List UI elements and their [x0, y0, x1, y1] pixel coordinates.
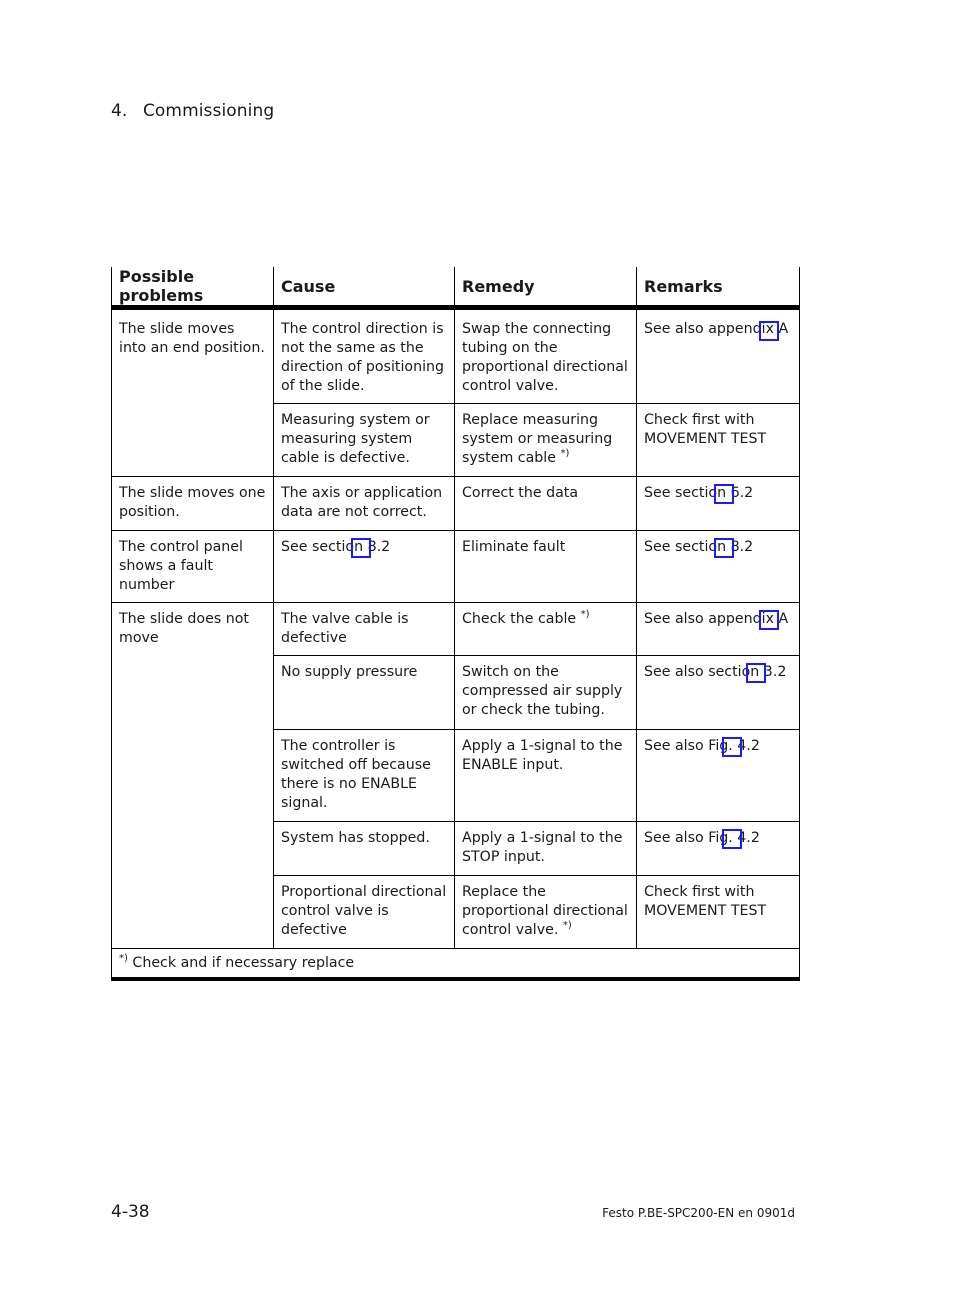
section-link[interactable] [281, 539, 390, 555]
remedy-cell [455, 404, 637, 477]
header-remarks: Remarks [637, 267, 800, 308]
remedy-text: Check the cable [462, 611, 577, 627]
remarks-text: See also Fig. 4.2 [644, 830, 760, 846]
remarks-text: See section 6.2 [644, 485, 754, 501]
link-box-icon [759, 610, 779, 630]
remedy-cell: Switch on the compressed air supply or check the tubing. [455, 656, 637, 730]
cause-cell: No supply pressure [274, 656, 455, 730]
table-row [112, 477, 800, 531]
remedy-text: Replace measuring system or measuring system cable [462, 412, 613, 466]
link-box-icon [714, 538, 734, 558]
cause-cell: The control direction is not the same as the direction of positioning of the slide. [274, 308, 455, 404]
cause-cell: The axis or application data are not correct. [274, 477, 455, 531]
cause-cell [274, 531, 455, 603]
troubleshooting-table [111, 267, 800, 981]
remedy-cell [455, 603, 637, 656]
link-box-icon [746, 663, 766, 683]
remedy-cell: Apply a 1-signal to the ENABLE input. [455, 730, 637, 822]
page-number: 4-38 [111, 1202, 150, 1222]
remedy-cell [455, 876, 637, 949]
remarks-text: See also section 3.2 [644, 664, 787, 680]
problem-cell: The slide does not move [112, 603, 274, 949]
remedy-cell: Apply a 1-signal to the STOP input. [455, 822, 637, 876]
footnote-marker: *) [580, 609, 590, 620]
section-link[interactable] [644, 539, 753, 555]
remedy-cell: Swap the connecting tubing on the proportional directional control valve. [455, 308, 637, 404]
remarks-cell [637, 531, 800, 603]
link-box-icon [714, 484, 734, 504]
section-link[interactable] [644, 664, 786, 680]
remedy-cell: Eliminate fault [455, 531, 637, 603]
problem-cell: The control panel shows a fault number [112, 531, 274, 603]
cause-text: See section 8.2 [281, 539, 391, 555]
cause-cell: The valve cable is defective [274, 603, 455, 656]
remarks-text: See also appendix A [644, 321, 789, 337]
link-box-icon [722, 737, 742, 757]
cause-cell: System has stopped. [274, 822, 455, 876]
remedy-text: Replace the proportional directional control valve. [462, 884, 628, 938]
problem-cell: The slide moves one position. [112, 477, 274, 531]
table-row [112, 531, 800, 603]
cause-cell: Proportional directional control valve is defective [274, 876, 455, 949]
remarks-cell [637, 477, 800, 531]
figure-link[interactable] [644, 830, 760, 846]
remarks-cell: Check first with MOVEMENT TEST [637, 404, 800, 477]
section-link[interactable] [644, 485, 753, 501]
chapter-heading [111, 101, 274, 121]
header-cause: Cause [274, 267, 455, 308]
footnote-text: Check and if necessary replace [132, 955, 355, 971]
cause-cell: The controller is switched off because there is no ENABLE signal. [274, 730, 455, 822]
appendix-link[interactable] [644, 611, 788, 627]
footnote-marker: *) [562, 920, 572, 931]
remarks-cell [637, 656, 800, 730]
header-remedy: Remedy [455, 267, 637, 308]
remarks-cell [637, 822, 800, 876]
appendix-link[interactable] [644, 321, 788, 337]
problem-cell: The slide moves into an end position. [112, 308, 274, 477]
link-box-icon [759, 321, 779, 341]
cause-cell: Measuring system or measuring system cable is defective. [274, 404, 455, 477]
table-row [112, 308, 800, 404]
link-box-icon [722, 829, 742, 849]
remarks-text: See also Fig. 4.2 [644, 738, 760, 754]
remarks-cell [637, 730, 800, 822]
chapter-number: 4. [111, 101, 128, 121]
document-id: Festo P.BE-SPC200-EN en 0901d [602, 1206, 795, 1220]
remarks-cell: Check first with MOVEMENT TEST [637, 876, 800, 949]
remarks-cell [637, 308, 800, 404]
chapter-title: Commissioning [142, 101, 275, 121]
footnote-row [112, 949, 800, 980]
table-row [112, 603, 800, 656]
remedy-cell: Correct the data [455, 477, 637, 531]
figure-link[interactable] [644, 738, 760, 754]
table-footnote [112, 949, 800, 980]
remarks-text: See also appendix A [644, 611, 789, 627]
link-box-icon [351, 538, 371, 558]
footnote-marker: *) [560, 448, 570, 459]
table-header-row [112, 267, 800, 308]
footnote-marker: *) [119, 953, 128, 964]
header-possible-problems: Possible problems [112, 267, 274, 308]
remarks-text: See section 8.2 [644, 539, 754, 555]
remarks-cell [637, 603, 800, 656]
